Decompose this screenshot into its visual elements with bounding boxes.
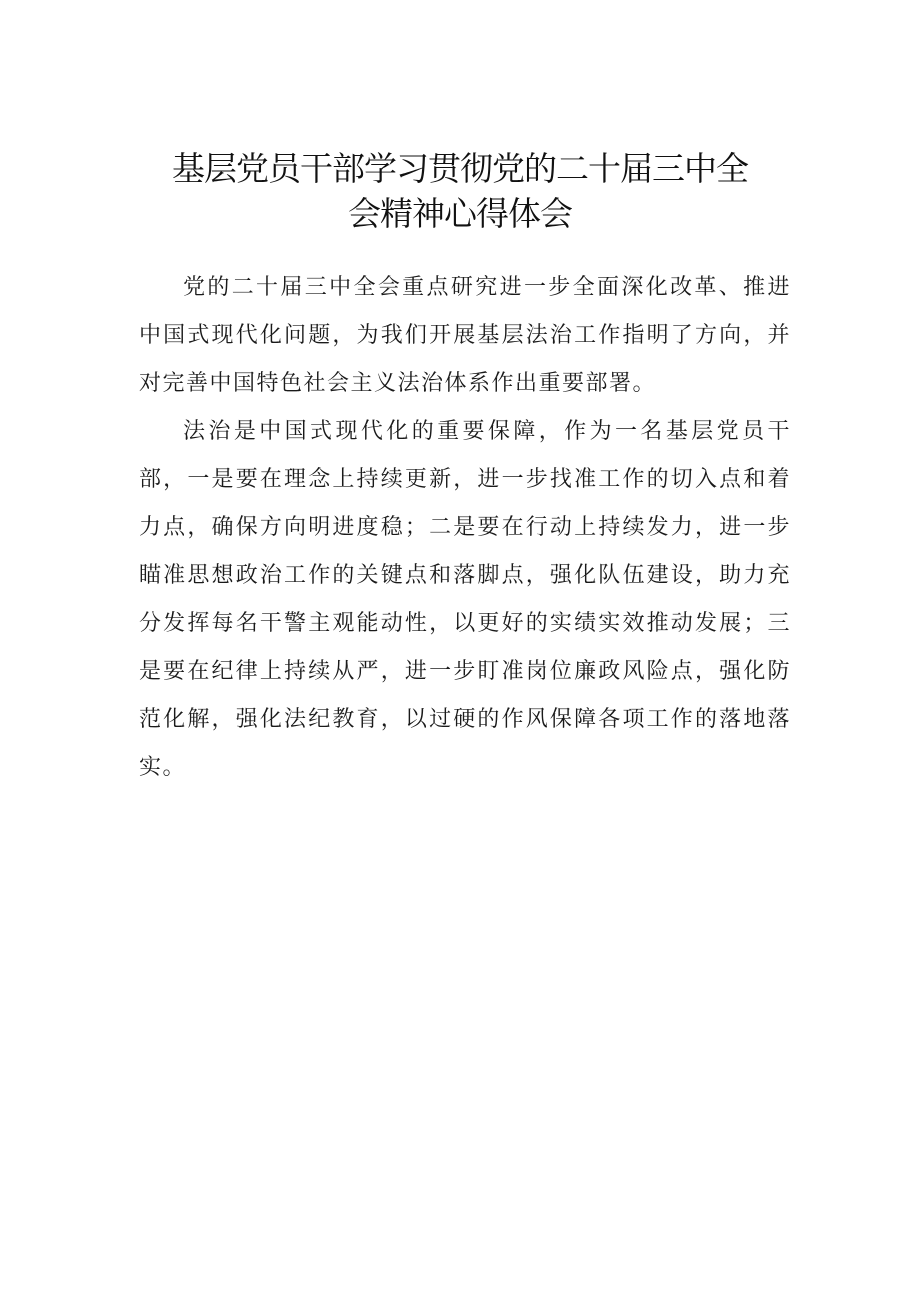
paragraph-1: 党的二十届三中全会重点研究进一步全面深化改革、推进中国式现代化问题，为我们开展基层法治工作指明了方向，并对完善中国特色社会主义法治体系作出重要部署。 [139, 275, 791, 396]
paragraph-2: 法治是中国式现代化的重要保障，作为一名基层党员干部，一是要在理念上持续更新，进一步找准工作的切入点和着力点，确保方向明进度稳；二是要在行动上持续发力，进一步瞄准思想政治工作的关键点和落脚点，强化队伍建设，助力充分发挥每名干警主观能动性，以更好的实绩实效推动发展；三是要在纪律上持续从严，进一步盯准岗位廉政风险点，强化防范化解，强化法纪教育，以过硬的作风保障各项工作的落地落实。 [139, 419, 791, 780]
document-title-line-2: 会精神心得体会 [348, 194, 572, 233]
document-title [0, 146, 920, 236]
document-title-line-1: 基层党员干部学习贯彻党的二十届三中全 [172, 149, 748, 188]
document-body [139, 264, 791, 792]
